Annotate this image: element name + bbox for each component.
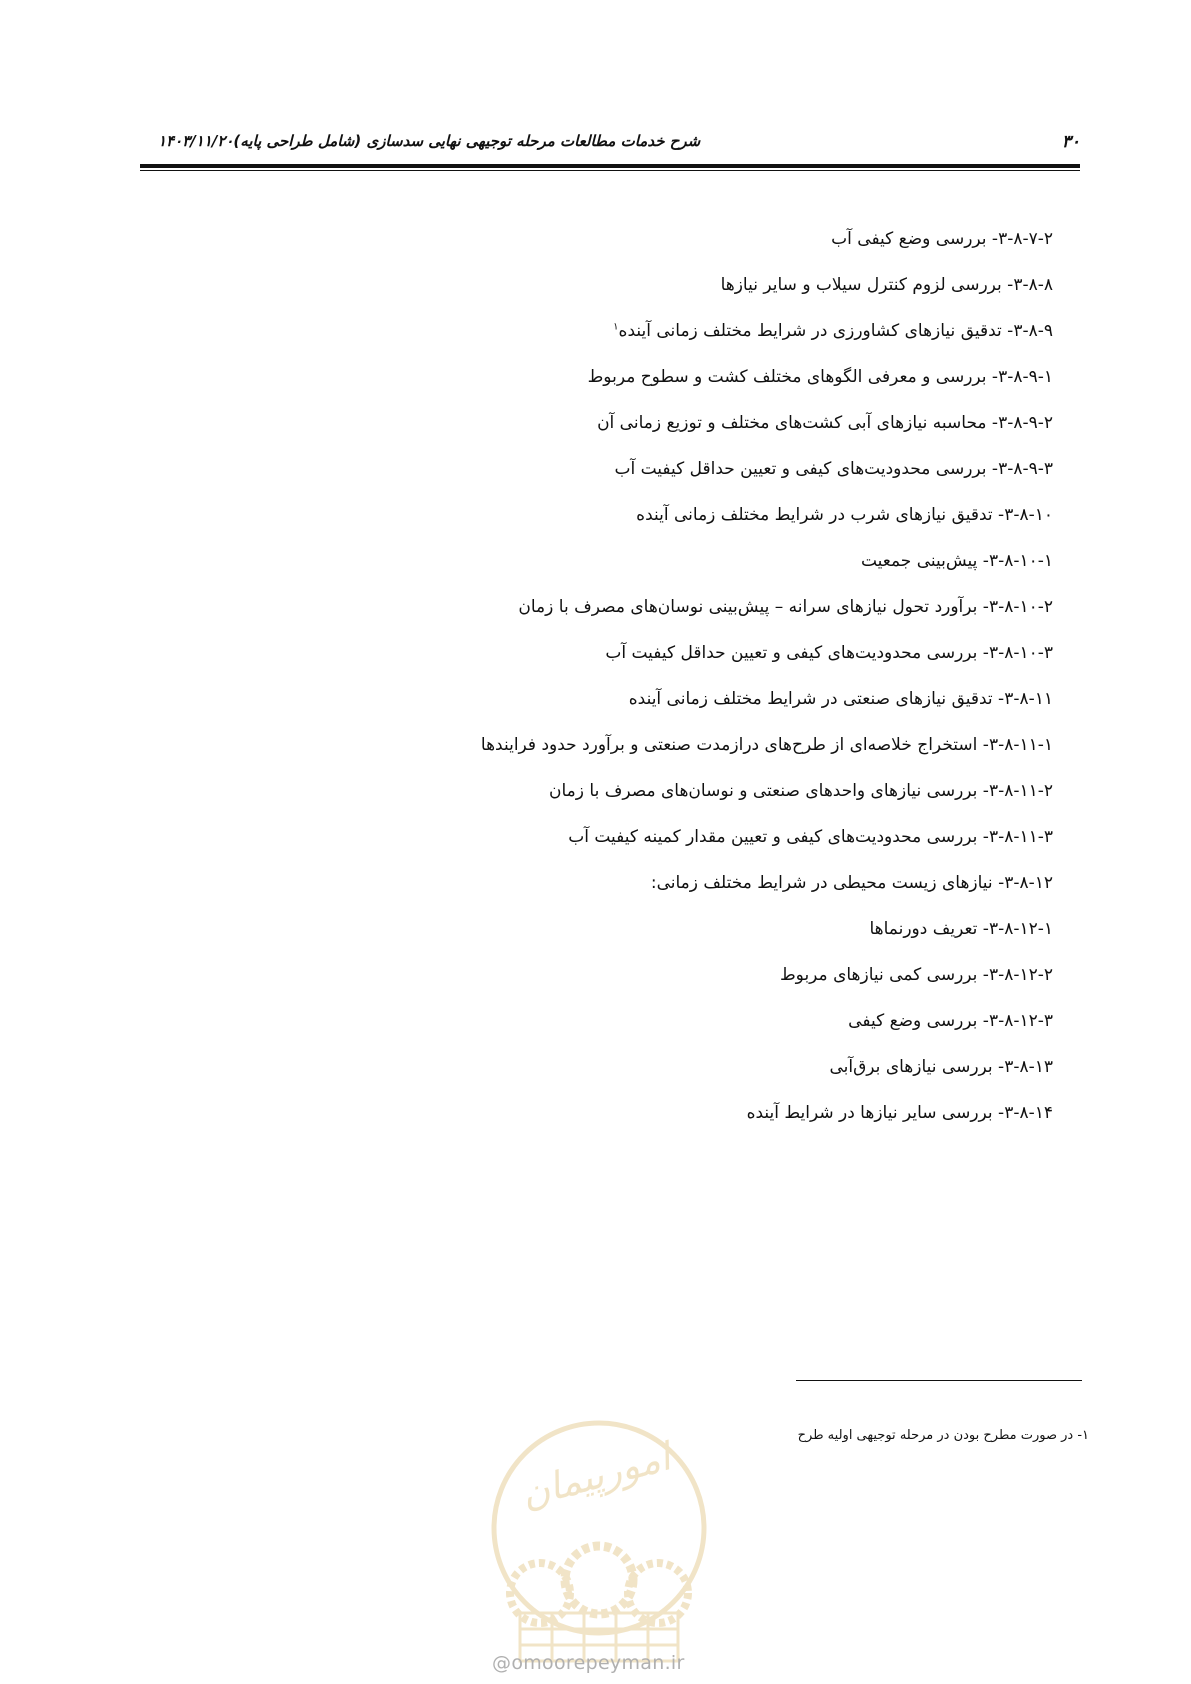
footnote-divider — [796, 1380, 1082, 1381]
watermark-gear-center — [565, 1546, 633, 1614]
toc-entry — [153, 1090, 1053, 1136]
toc-entry — [153, 998, 1053, 1044]
toc-entry — [153, 446, 1053, 492]
toc-entry — [153, 216, 1053, 262]
toc-entry-text: ۳-۸-۱۰-۲- برآورد تحول نیازهای سرانه – پیش‌بینی نوسان‌های مصرف با زمان — [518, 597, 1053, 617]
toc-entry-text: ۳-۸-۹-۱- بررسی و معرفی الگوهای مختلف کشت و سطوح مربوط — [587, 367, 1053, 387]
toc-entry — [153, 906, 1053, 952]
toc-entry-text: ۳-۸-۸- بررسی لزوم کنترل سیلاب و سایر نیازها — [720, 275, 1053, 295]
toc-entry-text: ۳-۸-۱۱-۱- استخراج خلاصه‌ای از طرح‌های درازمدت صنعتی و برآورد حدود فرایندها — [480, 735, 1053, 755]
toc-entry — [153, 308, 1053, 354]
table-of-contents — [153, 216, 1053, 1136]
toc-entry — [153, 952, 1053, 998]
toc-entry — [153, 630, 1053, 676]
toc-entry-text: ۳-۸-۱۱- تدقیق نیازهای صنعتی در شرایط مختلف زمانی آینده — [628, 689, 1053, 709]
toc-entry — [153, 492, 1053, 538]
watermark-logo — [480, 1408, 718, 1678]
footnote: ۱- در صورت مطرح بودن در مرحله توجیهی اولیه طرح — [797, 1428, 1089, 1443]
toc-entry-text: ۳-۸-۱۲-۲- بررسی کمی نیازهای مربوط — [779, 965, 1053, 985]
toc-entry-text: ۳-۸-۱۲- نیازهای زیست محیطی در شرایط مختلف زمانی: — [650, 873, 1053, 893]
toc-entry-text: ۳-۸-۱۰-۱- پیش‌بینی جمعیت — [860, 551, 1053, 571]
header-divider-thin — [140, 170, 1080, 171]
toc-entry — [153, 262, 1053, 308]
watermark-url: @omoorepeyman.ir — [492, 1652, 685, 1674]
watermark-url-text: omoorepeyman.ir — [511, 1652, 685, 1674]
toc-entry-text: ۳-۸-۱۴- بررسی سایر نیازها در شرایط آینده — [746, 1103, 1053, 1123]
document-title-text: شرح خدمات مطالعات مرحله توجیهی نهایی سدسازی (شامل طراحی پایه) — [233, 132, 701, 150]
toc-entry-text: ۳-۸-۷-۲- بررسی وضع کیفی آب — [831, 229, 1053, 249]
toc-entry-text: ۳-۸-۱۱-۳- بررسی محدودیت‌های کیفی و تعیین مقدار کمینه کیفیت آب — [568, 827, 1053, 847]
toc-entry — [153, 722, 1053, 768]
document-title — [140, 132, 700, 150]
page-header — [140, 128, 1080, 162]
toc-entry-text: ۳-۸-۹-۲- محاسبه نیازهای آبی کشت‌های مختلف و توزیع زمانی آن — [597, 413, 1053, 433]
toc-entry — [153, 860, 1053, 906]
header-divider-thick — [140, 164, 1080, 168]
toc-entry — [153, 1044, 1053, 1090]
page-number: ۳۰ — [1061, 132, 1080, 152]
toc-entry-text: ۳-۸-۱۲-۳- بررسی وضع کیفی — [848, 1011, 1053, 1031]
toc-entry-text: ۳-۸-۱۰-۳- بررسی محدودیت‌های کیفی و تعیین حداقل کیفیت آب — [605, 643, 1053, 663]
toc-entry — [153, 584, 1053, 630]
toc-entry-text: ۳-۸-۹- تدقیق نیازهای کشاورزی در شرایط مختلف زمانی آینده — [618, 321, 1053, 341]
toc-entry — [153, 814, 1053, 860]
toc-entry-text: ۳-۸-۱۲-۱- تعریف دورنماها — [869, 919, 1053, 939]
toc-entry — [153, 768, 1053, 814]
toc-entry — [153, 538, 1053, 584]
toc-entry-text: ۳-۸-۱۳- بررسی نیازهای برق‌آبی — [829, 1057, 1053, 1077]
toc-entry-text: ۳-۸-۹-۳- بررسی محدودیت‌های کیفی و تعیین حداقل کیفیت آب — [614, 459, 1053, 479]
toc-entry — [153, 676, 1053, 722]
toc-entry — [153, 354, 1053, 400]
toc-entry-text: ۳-۸-۱۱-۲- بررسی نیازهای واحدهای صنعتی و نوسان‌های مصرف با زمان — [549, 781, 1053, 801]
toc-entry — [153, 400, 1053, 446]
document-date: ۱۴۰۳/۱۱/۲۰ — [158, 132, 234, 150]
footnote-reference: ۱ — [613, 321, 619, 333]
watermark-logo-text: امورپیمان — [516, 1434, 675, 1517]
toc-entry-text: ۳-۸-۱۰- تدقیق نیازهای شرب در شرایط مختلف زمانی آینده — [636, 505, 1053, 525]
